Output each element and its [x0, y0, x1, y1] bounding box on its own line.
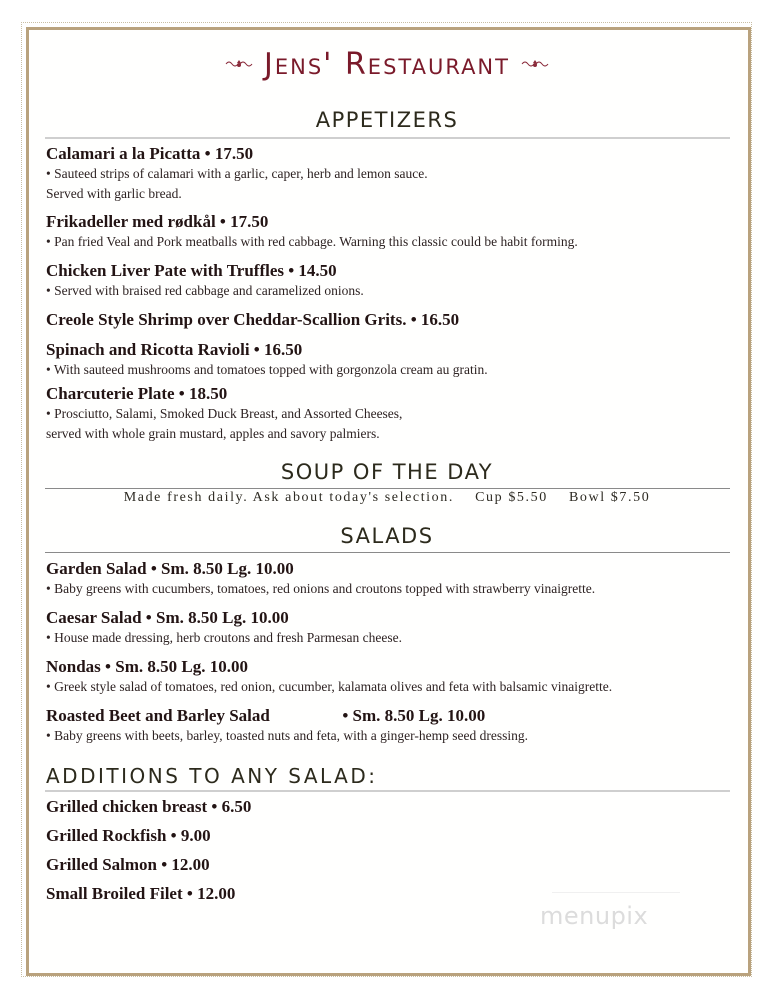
item-name-text: Roasted Beet and Barley Salad	[46, 706, 270, 725]
item-name: Nondas • Sm. 8.50 Lg. 10.00	[46, 657, 248, 676]
menu-item	[46, 310, 459, 330]
menu-item	[46, 212, 578, 252]
flourish-left-icon	[224, 57, 254, 71]
menu-item	[46, 559, 595, 599]
soup-heading: SOUP OF THE DAY	[280, 460, 494, 484]
item-desc: • Served with braised red cabbage and caramelized onions.	[46, 283, 364, 298]
additions-heading: ADDITIONS TO ANY SALAD:	[46, 764, 378, 788]
salads-heading: SALADS	[340, 524, 434, 548]
watermark: menupix	[540, 902, 649, 930]
item-name: Caesar Salad • Sm. 8.50 Lg. 10.00	[46, 608, 289, 627]
menu-item	[46, 855, 210, 875]
item-name: Garden Salad • Sm. 8.50 Lg. 10.00	[46, 559, 294, 578]
item-name: Spinach and Ricotta Ravioli • 16.50	[46, 340, 303, 359]
item-name: Creole Style Shrimp over Cheddar-Scallion Grits. • 16.50	[46, 310, 460, 329]
menu-item	[46, 657, 612, 697]
item-desc: • Baby greens with beets, barley, toasted nuts and feta, with a ginger-hemp seed dressing.	[46, 728, 528, 743]
title-row	[0, 44, 774, 84]
soup-cup-price: Cup $5.50	[475, 490, 548, 505]
additions-rule	[45, 790, 730, 792]
item-desc: • With sauteed mushrooms and tomatoes topped with gorgonzola cream au gratin.	[46, 362, 488, 377]
item-desc: • House made dressing, herb croutons and fresh Parmesan cheese.	[46, 630, 402, 645]
menu-item	[46, 261, 364, 301]
item-desc: • Pan fried Veal and Pork meatballs with red cabbage. Warning this classic could be habit forming.	[46, 234, 578, 249]
item-price: • Sm. 8.50 Lg. 10.00	[342, 706, 486, 725]
item-name: Grilled Salmon • 12.00	[46, 855, 210, 874]
menu-item	[46, 826, 211, 846]
menu-item	[46, 384, 402, 444]
item-name: Grilled chicken breast • 6.50	[46, 797, 252, 816]
item-desc: • Baby greens with cucumbers, tomatoes, red onions and croutons topped with strawberry vinaigrette.	[46, 581, 596, 596]
menu-item	[46, 340, 488, 380]
item-name: Grilled Rockfish • 9.00	[46, 826, 211, 845]
item-name: Frikadeller med rødkål • 17.50	[46, 212, 269, 231]
salads-rule	[45, 552, 730, 553]
item-name: Calamari a la Picatta • 17.50	[46, 144, 254, 163]
menu-item	[46, 608, 402, 648]
item-desc: served with whole grain mustard, apples and savory palmiers.	[46, 426, 380, 441]
menu-item	[46, 797, 251, 817]
appetizers-rule	[45, 137, 730, 139]
soup-line	[0, 490, 774, 506]
item-desc: Served with garlic bread.	[46, 186, 182, 201]
menu-item	[46, 144, 428, 204]
soup-bowl-price: Bowl $7.50	[568, 490, 651, 505]
menu-item	[46, 884, 235, 904]
item-desc: • Sauteed strips of calamari with a garlic, caper, herb and lemon sauce.	[46, 166, 428, 181]
watermark-line	[552, 892, 680, 893]
item-desc: • Prosciutto, Salami, Smoked Duck Breast, and Assorted Cheeses,	[46, 406, 403, 421]
item-name	[46, 706, 528, 726]
item-name: Small Broiled Filet • 12.00	[46, 884, 236, 903]
item-name: Chicken Liver Pate with Truffles • 14.50	[46, 261, 337, 280]
item-desc: • Greek style salad of tomatoes, red onion, cucumber, kalamata olives and feta with balsamic vinaigrette.	[46, 679, 613, 694]
soup-description: Made fresh daily. Ask about today's selection.	[123, 490, 454, 505]
appetizers-heading: APPETIZERS	[315, 108, 459, 132]
item-name: Charcuterie Plate • 18.50	[46, 384, 228, 403]
soup-rule	[45, 488, 730, 489]
restaurant-title: Jens' Restaurant	[264, 46, 510, 82]
flourish-right-icon	[520, 57, 550, 71]
menu-item	[46, 706, 528, 746]
